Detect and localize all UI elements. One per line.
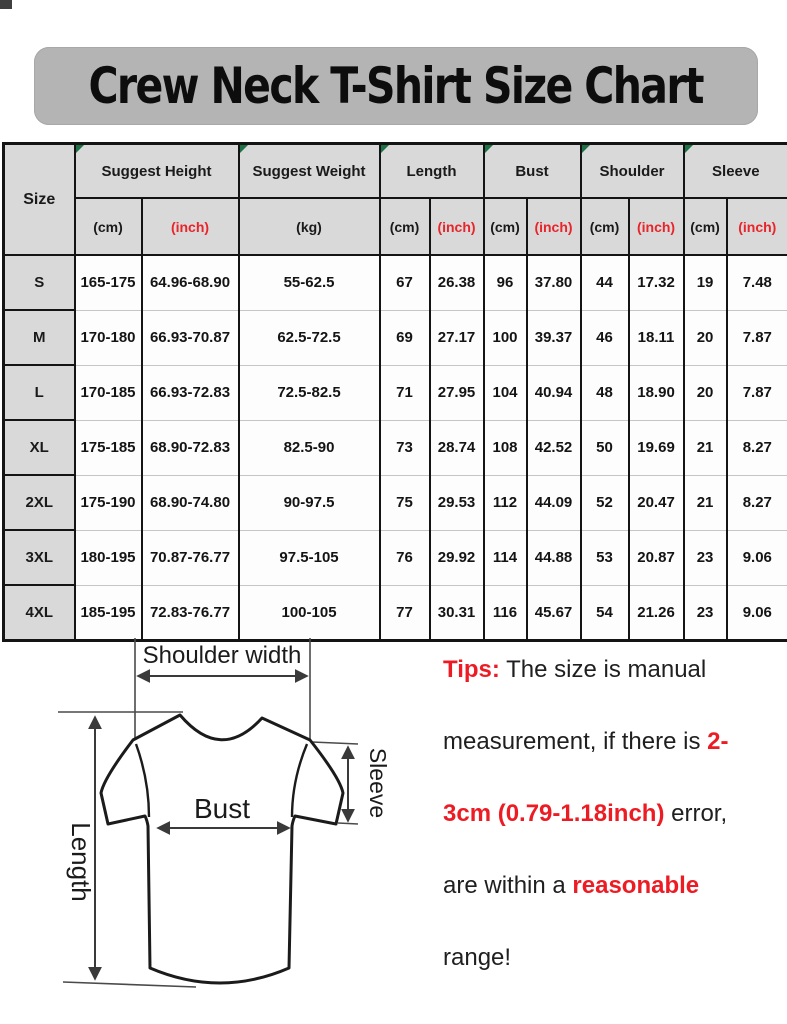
value-cell: 42.52 [527,420,581,475]
value-cell: 96 [484,255,527,310]
value-cell: 55-62.5 [239,255,380,310]
tshirt-measurement-diagram [0,630,440,1024]
unit-shoulder-cm: (cm) [581,198,629,255]
unit-height-inch: (inch) [142,198,239,255]
value-cell: 20.87 [629,530,684,585]
size-cell: 3XL [4,530,75,585]
header-label: Suggest Weight [252,162,366,180]
value-cell: 44.09 [527,475,581,530]
value-cell: 175-185 [75,420,142,475]
shoulder-width-label: Shoulder width [142,642,302,669]
value-cell: 90-97.5 [239,475,380,530]
tips-highlight: 3cm (0.79-1.18inch) [443,800,665,827]
value-cell: 114 [484,530,527,585]
table-row [4,420,787,475]
unit-length-inch: (inch) [430,198,484,255]
value-cell: 21.26 [629,585,684,640]
page-title: Crew Neck T-Shirt Size Chart [88,57,704,115]
tips-segment: are within a [443,872,573,899]
value-cell: 9.06 [727,530,787,585]
sleeve-extension-line-bottom [338,823,358,824]
header-shoulder [581,144,684,199]
bust-label: Bust [193,793,251,824]
value-cell: 170-180 [75,310,142,365]
value-cell: 7.87 [727,310,787,365]
size-cell: S [4,255,75,310]
value-cell: 170-185 [75,365,142,420]
value-cell: 185-195 [75,585,142,640]
unit-sleeve-inch: (inch) [727,198,787,255]
table-row [4,255,787,310]
value-cell: 21 [684,475,727,530]
value-cell: 69 [380,310,430,365]
value-cell: 44.88 [527,530,581,585]
header-label: Bust [515,162,549,180]
value-cell: 112 [484,475,527,530]
value-cell: 37.80 [527,255,581,310]
value-cell: 39.37 [527,310,581,365]
value-cell: 9.06 [727,585,787,640]
header-suggest-height [75,144,239,199]
value-cell: 71 [380,365,430,420]
value-cell: 17.32 [629,255,684,310]
value-cell: 18.90 [629,365,684,420]
title-banner [34,47,758,125]
value-cell: 67 [380,255,430,310]
value-cell: 20.47 [629,475,684,530]
value-cell: 26.38 [430,255,484,310]
value-cell: 30.31 [430,585,484,640]
cell-corner-flag [240,145,248,153]
size-cell: 2XL [4,475,75,530]
tips-line [443,706,787,778]
size-cell: M [4,310,75,365]
value-cell: 20 [684,310,727,365]
size-cell: XL [4,420,75,475]
value-cell: 82.5-90 [239,420,380,475]
cell-corner-flag [485,145,493,153]
tips-highlight: Tips: [443,656,500,683]
value-cell: 104 [484,365,527,420]
value-cell: 18.11 [629,310,684,365]
header-sleeve [684,144,787,199]
value-cell: 27.17 [430,310,484,365]
table-row [4,310,787,365]
value-cell: 53 [581,530,629,585]
header-length [380,144,484,199]
value-cell: 100-105 [239,585,380,640]
tips-highlight: reasonable [572,872,700,899]
cell-corner-flag [685,145,693,153]
value-cell: 29.92 [430,530,484,585]
tips-highlight: 2- [707,728,729,755]
tips-line [443,778,787,850]
unit-height-cm: (cm) [75,198,142,255]
size-cell: 4XL [4,585,75,640]
value-cell: 54 [581,585,629,640]
size-column-header: Size [4,144,75,256]
table-row [4,530,787,585]
value-cell: 44 [581,255,629,310]
sleeve-label: Sleeve [365,747,391,819]
unit-bust-cm: (cm) [484,198,527,255]
value-cell: 8.27 [727,420,787,475]
size-table-body [4,255,787,640]
unit-length-cm: (cm) [380,198,430,255]
cell-corner-flag [76,145,84,153]
tips-segment: error, [664,800,728,827]
size-chart-table [2,142,787,642]
header-label: Length [406,162,457,180]
table-row [4,475,787,530]
header-label: Sleeve [712,162,760,180]
tips-line [443,634,787,706]
value-cell: 40.94 [527,365,581,420]
cell-corner-flag [381,145,389,153]
value-cell: 66.93-70.87 [142,310,239,365]
value-cell: 72.83-76.77 [142,585,239,640]
value-cell: 46 [581,310,629,365]
table-row [4,365,787,420]
value-cell: 72.5-82.5 [239,365,380,420]
value-cell: 70.87-76.77 [142,530,239,585]
unit-shoulder-inch: (inch) [629,198,684,255]
value-cell: 62.5-72.5 [239,310,380,365]
tips-segment: measurement, if there is [443,728,708,755]
tips-text [443,634,787,994]
value-cell: 75 [380,475,430,530]
value-cell: 7.87 [727,365,787,420]
value-cell: 19.69 [629,420,684,475]
value-cell: 52 [581,475,629,530]
value-cell: 66.93-72.83 [142,365,239,420]
size-cell: L [4,365,75,420]
value-cell: 27.95 [430,365,484,420]
value-cell: 100 [484,310,527,365]
header-suggest-weight [239,144,380,199]
tshirt-outline [101,715,343,983]
header-unit-row [4,198,787,255]
value-cell: 73 [380,420,430,475]
value-cell: 165-175 [75,255,142,310]
value-cell: 48 [581,365,629,420]
length-label: Length [66,822,96,902]
value-cell: 180-195 [75,530,142,585]
value-cell: 28.74 [430,420,484,475]
cell-corner-flag [582,145,590,153]
tips-segment: The size is manual [499,656,707,683]
value-cell: 19 [684,255,727,310]
tips-line [443,850,787,922]
header-group-row [4,144,787,199]
value-cell: 21 [684,420,727,475]
value-cell: 108 [484,420,527,475]
value-cell: 45.67 [527,585,581,640]
value-cell: 20 [684,365,727,420]
length-extension-line-bottom [63,982,196,987]
sleeve-extension-line-top [312,742,358,744]
header-label: Shoulder [599,162,665,180]
value-cell: 116 [484,585,527,640]
tips-line [443,922,787,994]
value-cell: 23 [684,530,727,585]
value-cell: 7.48 [727,255,787,310]
tips-segment: range! [443,944,512,971]
unit-weight-kg: (kg) [239,198,380,255]
unit-sleeve-cm: (cm) [684,198,727,255]
value-cell: 23 [684,585,727,640]
unit-bust-inch: (inch) [527,198,581,255]
value-cell: 8.27 [727,475,787,530]
value-cell: 77 [380,585,430,640]
header-label: Suggest Height [101,162,212,180]
value-cell: 76 [380,530,430,585]
value-cell: 68.90-74.80 [142,475,239,530]
value-cell: 50 [581,420,629,475]
header-bust [484,144,581,199]
value-cell: 64.96-68.90 [142,255,239,310]
value-cell: 175-190 [75,475,142,530]
value-cell: 97.5-105 [239,530,380,585]
scan-artifact-mark [0,0,12,9]
value-cell: 29.53 [430,475,484,530]
value-cell: 68.90-72.83 [142,420,239,475]
